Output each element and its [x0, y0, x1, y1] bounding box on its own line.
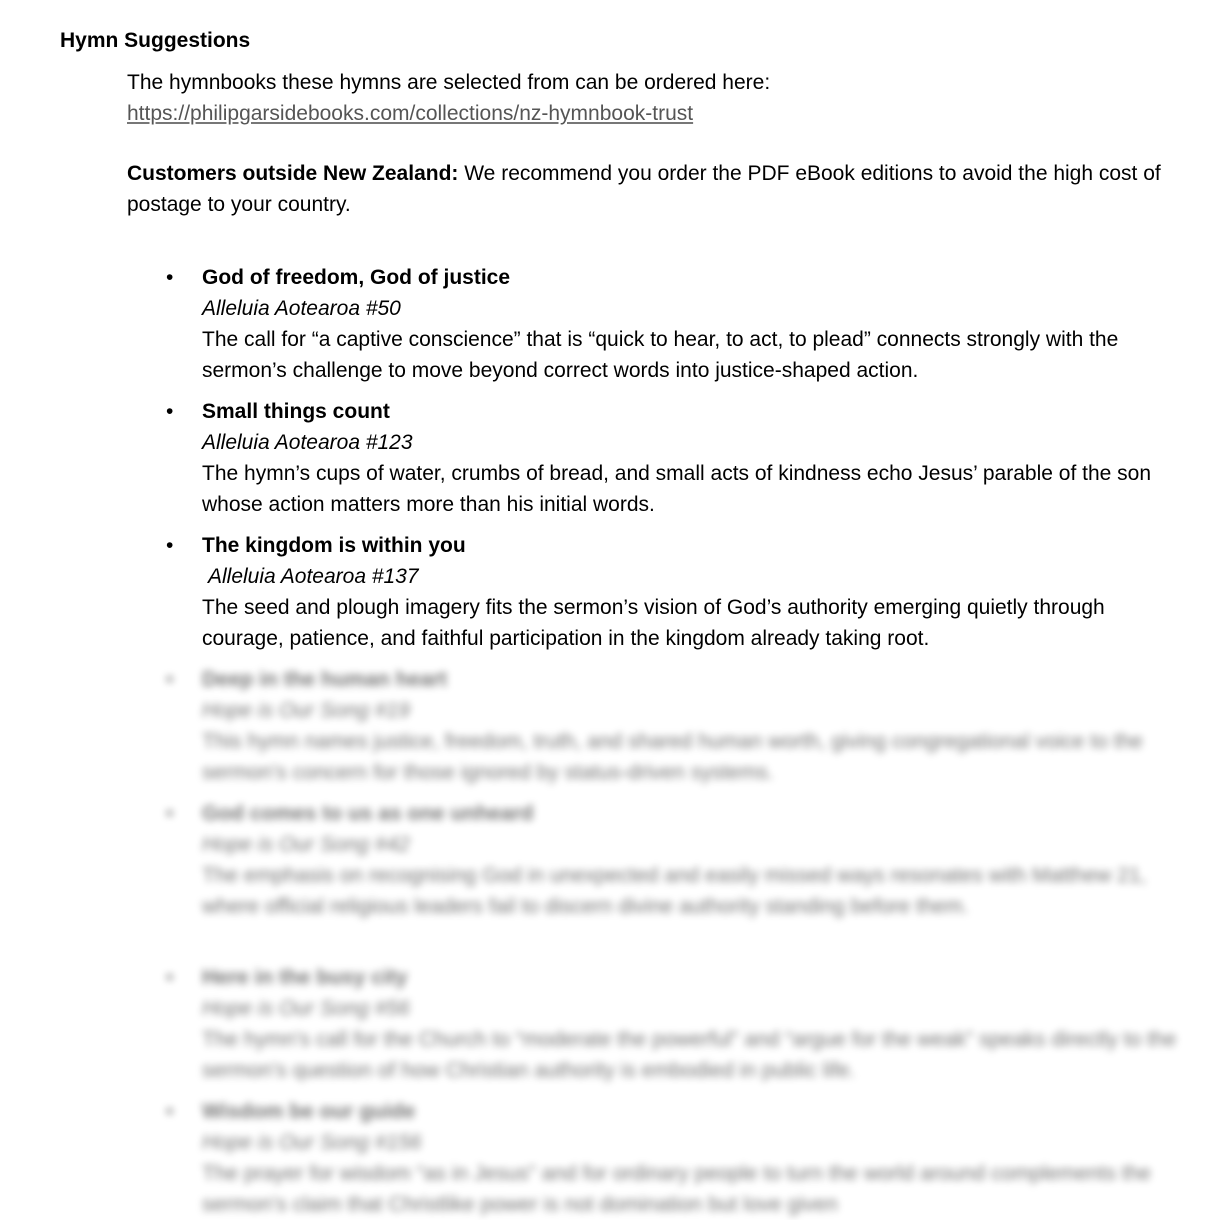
hymn-description: The hymn’s call for the Church to “moderate the powerful” and “argue for the weak” speaks directly to the sermon’s question of how Christian authority is embodied in public life.: [202, 1028, 1177, 1082]
bullet-icon: •: [166, 266, 174, 289]
hymn-entry: [202, 962, 1187, 1086]
customers-label: Customers outside New Zealand:: [127, 162, 459, 185]
hymnbook-order-link[interactable]: https://philipgarsidebooks.com/collections/nz-hymnbook-trust: [127, 102, 694, 125]
bullet-icon: •: [166, 966, 174, 989]
hymn-entry: [202, 1096, 1187, 1220]
bullet-icon: •: [166, 1100, 174, 1123]
bullet-icon: •: [166, 400, 174, 423]
hymn-source: Alleluia Aotearoa #50: [202, 297, 401, 320]
hymn-entry: [202, 530, 1187, 654]
hymn-entry: [202, 664, 1187, 788]
hymn-description: The call for “a captive conscience” that is “quick to hear, to act, to plead” connects strongly with the sermon’s challenge to move beyond correct words into justice-shaped action.: [202, 328, 1119, 382]
hymn-title: Wisdom be our guide: [202, 1100, 416, 1123]
hymn-title: God comes to us as one unheard: [202, 802, 534, 825]
hymn-entry: [202, 798, 1187, 922]
hymn-description: The prayer for wisdom “as in Jesus” and for ordinary people to turn the world around complements the sermon’s claim that Christlike power is not domination but love given: [202, 1162, 1151, 1216]
hymn-title: Here in the busy city: [202, 966, 408, 989]
hymn-entry: [202, 262, 1187, 386]
hymn-source: Alleluia Aotearoa #123: [202, 431, 413, 454]
hymn-title: Deep in the human heart: [202, 668, 448, 691]
hymn-title: The kingdom is within you: [202, 534, 466, 557]
hymn-description: The emphasis on recognising God in unexpected and easily missed ways resonates with Matthew 21, where official religious leaders fail to discern divine authority standing before them.: [202, 864, 1147, 918]
hymn-description: The hymn’s cups of water, crumbs of bread, and small acts of kindness echo Jesus’ parable of the son whose action matters more than his initial words.: [202, 462, 1151, 516]
hymn-source: Alleluia Aotearoa #137: [208, 565, 419, 588]
hymn-description: The seed and plough imagery fits the sermon’s vision of God’s authority emerging quietly through courage, patience, and faithful participation in the kingdom already taking root.: [202, 596, 1105, 650]
bullet-icon: •: [166, 668, 174, 691]
hymn-title: Small things count: [202, 400, 390, 423]
bullet-icon: •: [166, 534, 174, 557]
hymn-title: God of freedom, God of justice: [202, 266, 511, 289]
hymn-source: Hope is Our Song #56: [202, 997, 410, 1020]
hymn-source: Hope is Our Song #42: [202, 833, 410, 856]
customers-text: We recommend you order the PDF eBook editions to avoid the high cost of postage to your country.: [127, 162, 1161, 216]
hymn-entry: [202, 396, 1187, 520]
hymn-source: Hope is Our Song #19: [202, 699, 410, 722]
bullet-icon: •: [166, 802, 174, 825]
hymn-description: This hymn names justice, freedom, truth, and shared human worth, giving congregational voice to the sermon’s concern for those ignored by status-driven systems.: [202, 730, 1143, 784]
hymn-source: Hope is Our Song #156: [202, 1131, 422, 1154]
page-title: Hymn Suggestions: [60, 29, 251, 52]
intro-text: The hymnbooks these hymns are selected from can be ordered here:: [127, 71, 771, 94]
